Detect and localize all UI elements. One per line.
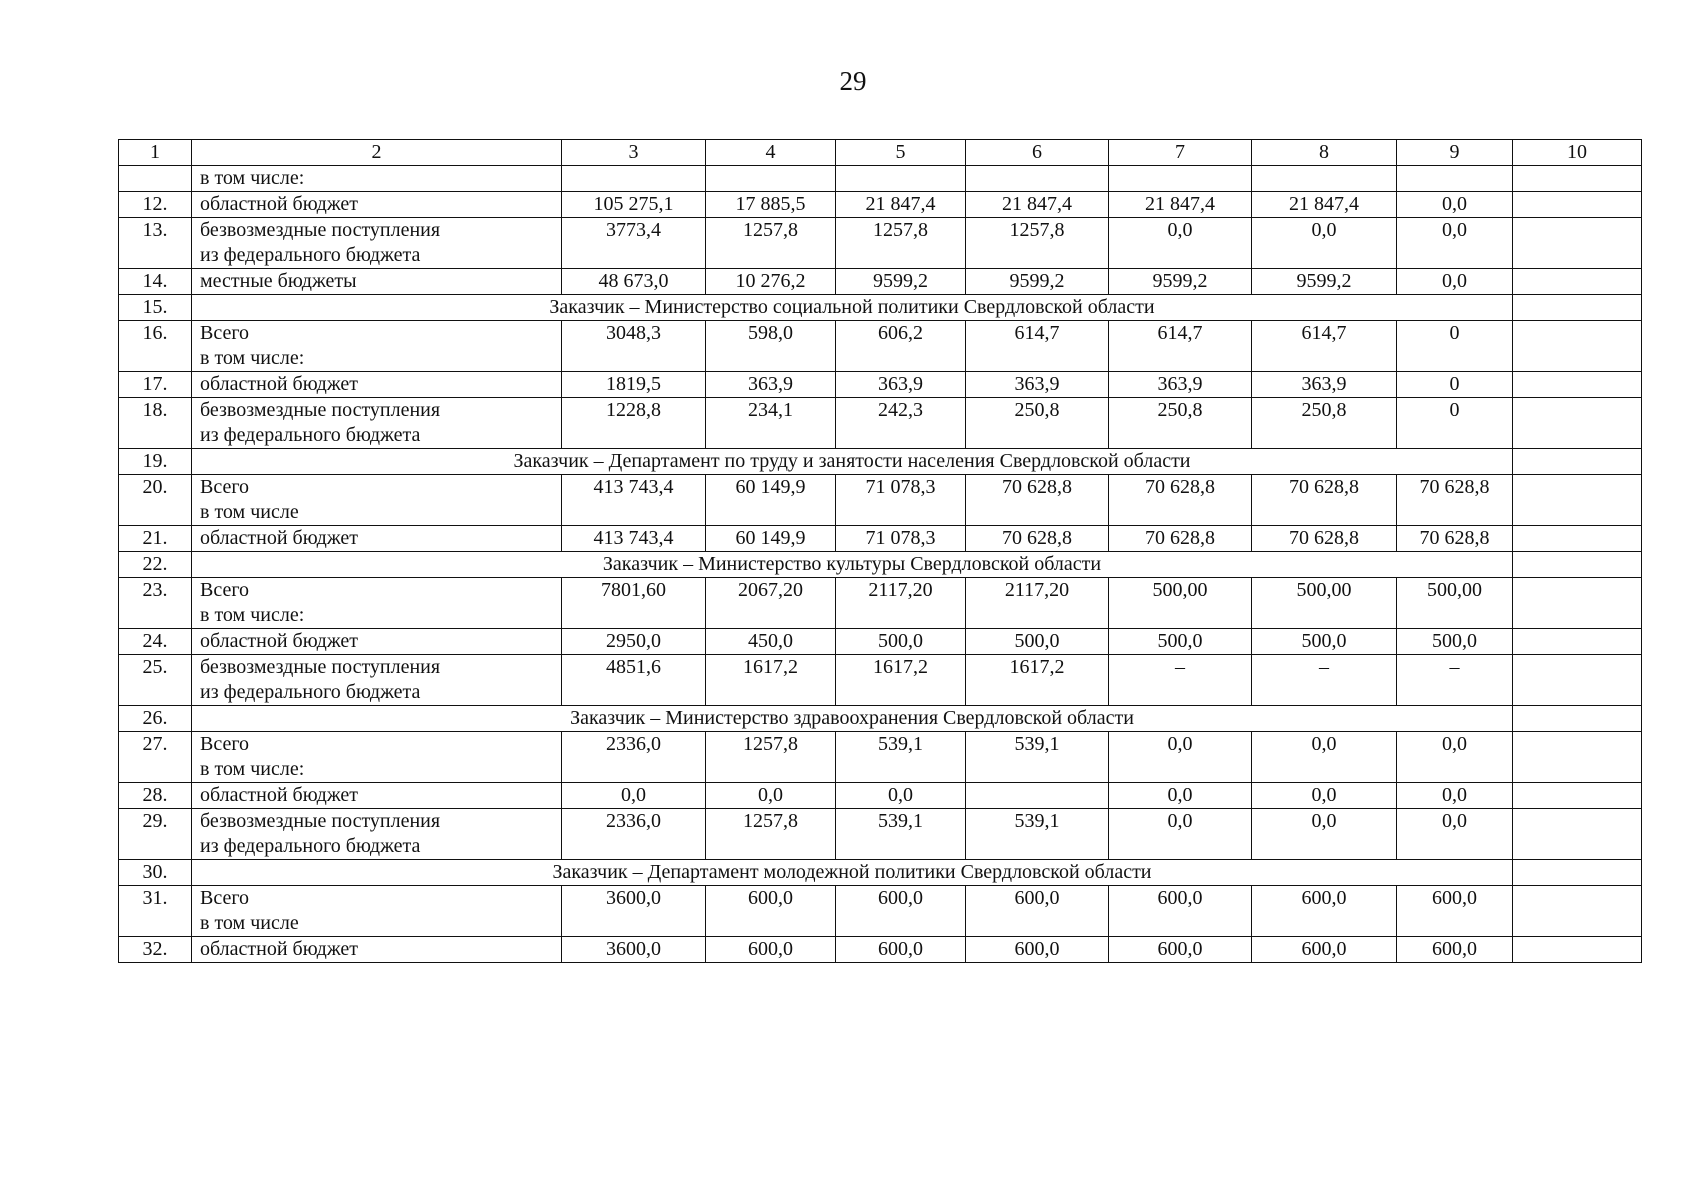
value-cell: 600,0	[836, 937, 966, 963]
value-cell: 0	[1397, 398, 1513, 449]
value-cell: 1257,8	[966, 218, 1109, 269]
value-cell	[1513, 629, 1642, 655]
item-name-line: в том числе:	[200, 167, 305, 189]
value-cell: 600,0	[966, 886, 1109, 937]
table-row	[119, 937, 1642, 963]
value-cell: 600,0	[1397, 886, 1513, 937]
value-cell: 21 847,4	[1252, 192, 1397, 218]
value-cell: 450,0	[706, 629, 836, 655]
value-cell: 0,0	[1397, 732, 1513, 783]
table-body	[119, 140, 1642, 963]
item-name	[192, 655, 562, 706]
value-cell	[1513, 655, 1642, 706]
row-number: 28.	[119, 783, 192, 809]
value-cell	[1513, 809, 1642, 860]
value-cell: 2117,20	[836, 578, 966, 629]
item-name-line: в том числе	[200, 501, 299, 523]
value-cell: –	[1397, 655, 1513, 706]
value-cell: 500,00	[1252, 578, 1397, 629]
value-cell	[966, 783, 1109, 809]
table-row	[119, 783, 1642, 809]
value-cell: 70 628,8	[1397, 475, 1513, 526]
value-cell: 21 847,4	[836, 192, 966, 218]
row-number: 26.	[119, 706, 192, 732]
item-name	[192, 578, 562, 629]
value-cell	[1109, 166, 1252, 192]
row-number: 31.	[119, 886, 192, 937]
value-cell: 0,0	[1252, 783, 1397, 809]
item-name	[192, 886, 562, 937]
table-row	[119, 166, 1642, 192]
table-row	[119, 655, 1642, 706]
item-name-line: из федерального бюджета	[200, 681, 421, 703]
value-cell: 70 628,8	[1252, 475, 1397, 526]
value-cell: 234,1	[706, 398, 836, 449]
section-row	[119, 860, 1642, 886]
header-cell: 6	[966, 140, 1109, 166]
item-name-line: безвозмездные поступления	[200, 219, 441, 241]
item-name-line: Всего	[200, 579, 250, 601]
value-cell: –	[1109, 655, 1252, 706]
row-number: 32.	[119, 937, 192, 963]
item-name	[192, 629, 562, 655]
value-cell: 539,1	[966, 732, 1109, 783]
item-name-line: безвозмездные поступления	[200, 399, 441, 421]
row-number: 24.	[119, 629, 192, 655]
item-name	[192, 192, 562, 218]
value-cell: 250,8	[966, 398, 1109, 449]
value-cell: –	[1252, 655, 1397, 706]
value-cell: 598,0	[706, 321, 836, 372]
value-cell: 413 743,4	[562, 526, 706, 552]
empty-cell	[1513, 295, 1642, 321]
header-cell: 4	[706, 140, 836, 166]
value-cell: 71 078,3	[836, 475, 966, 526]
item-name-line: из федерального бюджета	[200, 424, 421, 446]
value-cell: 500,0	[1397, 629, 1513, 655]
value-cell: 0,0	[1109, 732, 1252, 783]
item-name	[192, 526, 562, 552]
value-cell	[706, 166, 836, 192]
value-cell	[1513, 398, 1642, 449]
value-cell	[836, 166, 966, 192]
item-name-line: в том числе	[200, 912, 299, 934]
item-name-line: безвозмездные поступления	[200, 656, 441, 678]
item-name	[192, 732, 562, 783]
table-row	[119, 218, 1642, 269]
empty-cell	[1513, 860, 1642, 886]
value-cell: 17 885,5	[706, 192, 836, 218]
value-cell: 1617,2	[836, 655, 966, 706]
value-cell: 0	[1397, 372, 1513, 398]
item-name-line: из федерального бюджета	[200, 244, 421, 266]
value-cell	[1513, 526, 1642, 552]
value-cell: 0,0	[1397, 783, 1513, 809]
value-cell	[1513, 783, 1642, 809]
header-cell: 1	[119, 140, 192, 166]
value-cell: 0,0	[1397, 269, 1513, 295]
table-row	[119, 372, 1642, 398]
empty-cell	[1513, 449, 1642, 475]
value-cell: 600,0	[706, 886, 836, 937]
item-name-line: областной бюджет	[200, 373, 359, 395]
value-cell: 500,00	[1109, 578, 1252, 629]
value-cell: 48 673,0	[562, 269, 706, 295]
item-name-line: Всего	[200, 733, 250, 755]
header-cell: 3	[562, 140, 706, 166]
value-cell: 600,0	[1397, 937, 1513, 963]
value-cell: 2336,0	[562, 809, 706, 860]
empty-cell	[1513, 706, 1642, 732]
header-cell: 5	[836, 140, 966, 166]
section-row	[119, 552, 1642, 578]
value-cell: 600,0	[1109, 886, 1252, 937]
value-cell: 500,0	[966, 629, 1109, 655]
row-number	[119, 166, 192, 192]
value-cell: 363,9	[836, 372, 966, 398]
value-cell: 614,7	[1109, 321, 1252, 372]
section-title: Заказчик – Министерство культуры Свердловской области	[192, 552, 1513, 578]
row-number: 27.	[119, 732, 192, 783]
value-cell	[1513, 218, 1642, 269]
value-cell: 500,0	[1252, 629, 1397, 655]
row-number: 14.	[119, 269, 192, 295]
value-cell: 9599,2	[966, 269, 1109, 295]
table-row	[119, 732, 1642, 783]
empty-cell	[1513, 552, 1642, 578]
value-cell: 600,0	[1252, 937, 1397, 963]
table-row	[119, 398, 1642, 449]
value-cell: 0,0	[1397, 218, 1513, 269]
value-cell: 3773,4	[562, 218, 706, 269]
value-cell: 600,0	[706, 937, 836, 963]
value-cell: 71 078,3	[836, 526, 966, 552]
value-cell: 21 847,4	[966, 192, 1109, 218]
item-name	[192, 372, 562, 398]
row-number: 16.	[119, 321, 192, 372]
table-row	[119, 886, 1642, 937]
value-cell: 0,0	[1109, 218, 1252, 269]
value-cell: 70 628,8	[966, 526, 1109, 552]
value-cell: 0,0	[1252, 218, 1397, 269]
table-row	[119, 809, 1642, 860]
value-cell	[1513, 886, 1642, 937]
value-cell: 600,0	[1109, 937, 1252, 963]
value-cell: 0	[1397, 321, 1513, 372]
value-cell: 0,0	[562, 783, 706, 809]
page-number: 29	[839, 66, 867, 96]
row-number: 25.	[119, 655, 192, 706]
row-number: 18.	[119, 398, 192, 449]
section-title: Заказчик – Департамент по труду и занятости населения Свердловской области	[192, 449, 1513, 475]
item-name	[192, 398, 562, 449]
table-row	[119, 526, 1642, 552]
table-row	[119, 629, 1642, 655]
value-cell: 3600,0	[562, 937, 706, 963]
table-row	[119, 578, 1642, 629]
header-row	[119, 140, 1642, 166]
value-cell: 9599,2	[836, 269, 966, 295]
value-cell: 3048,3	[562, 321, 706, 372]
item-name	[192, 937, 562, 963]
section-row	[119, 449, 1642, 475]
value-cell: 1257,8	[706, 732, 836, 783]
row-number: 22.	[119, 552, 192, 578]
value-cell: 614,7	[966, 321, 1109, 372]
value-cell: 242,3	[836, 398, 966, 449]
value-cell: 2336,0	[562, 732, 706, 783]
value-cell: 9599,2	[1252, 269, 1397, 295]
value-cell: 105 275,1	[562, 192, 706, 218]
value-cell: 60 149,9	[706, 475, 836, 526]
table-row	[119, 192, 1642, 218]
value-cell: 614,7	[1252, 321, 1397, 372]
value-cell: 413 743,4	[562, 475, 706, 526]
value-cell: 21 847,4	[1109, 192, 1252, 218]
table-row	[119, 475, 1642, 526]
item-name	[192, 166, 562, 192]
value-cell: 0,0	[1252, 732, 1397, 783]
value-cell: 0,0	[1252, 809, 1397, 860]
row-number: 21.	[119, 526, 192, 552]
item-name-line: в том числе:	[200, 758, 305, 780]
budget-table	[118, 139, 1642, 963]
value-cell	[966, 166, 1109, 192]
value-cell: 600,0	[836, 886, 966, 937]
section-title: Заказчик – Министерство социальной политики Свердловской области	[192, 295, 1513, 321]
item-name-line: безвозмездные поступления	[200, 810, 441, 832]
row-number: 29.	[119, 809, 192, 860]
value-cell: 500,0	[1109, 629, 1252, 655]
item-name-line: областной бюджет	[200, 527, 359, 549]
value-cell: 0,0	[836, 783, 966, 809]
value-cell: 0,0	[1397, 192, 1513, 218]
value-cell: 2067,20	[706, 578, 836, 629]
row-number: 13.	[119, 218, 192, 269]
value-cell: 7801,60	[562, 578, 706, 629]
table-row	[119, 321, 1642, 372]
value-cell	[562, 166, 706, 192]
value-cell: 0,0	[706, 783, 836, 809]
value-cell	[1513, 269, 1642, 295]
value-cell: 1819,5	[562, 372, 706, 398]
row-number: 30.	[119, 860, 192, 886]
value-cell: 363,9	[1109, 372, 1252, 398]
value-cell	[1513, 372, 1642, 398]
item-name-line: Всего	[200, 476, 250, 498]
value-cell: 500,0	[836, 629, 966, 655]
value-cell: 60 149,9	[706, 526, 836, 552]
value-cell: 70 628,8	[1252, 526, 1397, 552]
item-name	[192, 475, 562, 526]
item-name-line: Всего	[200, 322, 250, 344]
header-cell: 2	[192, 140, 562, 166]
item-name-line: местные бюджеты	[200, 270, 357, 292]
row-number: 23.	[119, 578, 192, 629]
header-cell: 9	[1397, 140, 1513, 166]
value-cell: 363,9	[706, 372, 836, 398]
value-cell	[1513, 321, 1642, 372]
value-cell	[1397, 166, 1513, 192]
value-cell: 70 628,8	[1397, 526, 1513, 552]
value-cell: 606,2	[836, 321, 966, 372]
value-cell: 363,9	[1252, 372, 1397, 398]
item-name-line: в том числе:	[200, 604, 305, 626]
value-cell: 70 628,8	[1109, 475, 1252, 526]
item-name-line: Всего	[200, 887, 250, 909]
item-name-line: областной бюджет	[200, 938, 359, 960]
value-cell: 1257,8	[706, 809, 836, 860]
value-cell: 250,8	[1109, 398, 1252, 449]
value-cell: 4851,6	[562, 655, 706, 706]
section-row	[119, 295, 1642, 321]
item-name	[192, 218, 562, 269]
item-name-line: областной бюджет	[200, 784, 359, 806]
header-cell: 10	[1513, 140, 1642, 166]
value-cell: 1617,2	[966, 655, 1109, 706]
value-cell: 600,0	[966, 937, 1109, 963]
row-number: 20.	[119, 475, 192, 526]
row-number: 15.	[119, 295, 192, 321]
section-row	[119, 706, 1642, 732]
value-cell: 0,0	[1397, 809, 1513, 860]
header-cell: 8	[1252, 140, 1397, 166]
item-name	[192, 321, 562, 372]
value-cell: 0,0	[1109, 809, 1252, 860]
value-cell: 2950,0	[562, 629, 706, 655]
value-cell: 539,1	[836, 732, 966, 783]
value-cell: 1257,8	[836, 218, 966, 269]
row-number: 19.	[119, 449, 192, 475]
value-cell: 2117,20	[966, 578, 1109, 629]
value-cell	[1513, 578, 1642, 629]
value-cell: 1257,8	[706, 218, 836, 269]
item-name	[192, 783, 562, 809]
item-name	[192, 269, 562, 295]
value-cell: 3600,0	[562, 886, 706, 937]
value-cell: 363,9	[966, 372, 1109, 398]
item-name-line: областной бюджет	[200, 193, 359, 215]
value-cell	[1252, 166, 1397, 192]
header-cell: 7	[1109, 140, 1252, 166]
table-row	[119, 269, 1642, 295]
value-cell: 9599,2	[1109, 269, 1252, 295]
value-cell: 539,1	[966, 809, 1109, 860]
section-title: Заказчик – Департамент молодежной политики Свердловской области	[192, 860, 1513, 886]
section-title: Заказчик – Министерство здравоохранения Свердловской области	[192, 706, 1513, 732]
value-cell: 70 628,8	[1109, 526, 1252, 552]
value-cell: 1228,8	[562, 398, 706, 449]
value-cell: 500,00	[1397, 578, 1513, 629]
value-cell: 600,0	[1252, 886, 1397, 937]
item-name	[192, 809, 562, 860]
value-cell: 70 628,8	[966, 475, 1109, 526]
value-cell	[1513, 937, 1642, 963]
row-number: 12.	[119, 192, 192, 218]
value-cell: 250,8	[1252, 398, 1397, 449]
value-cell: 539,1	[836, 809, 966, 860]
row-number: 17.	[119, 372, 192, 398]
item-name-line: из федерального бюджета	[200, 835, 421, 857]
value-cell: 1617,2	[706, 655, 836, 706]
value-cell: 10 276,2	[706, 269, 836, 295]
value-cell	[1513, 475, 1642, 526]
item-name-line: областной бюджет	[200, 630, 359, 652]
value-cell: 0,0	[1109, 783, 1252, 809]
value-cell	[1513, 192, 1642, 218]
value-cell	[1513, 732, 1642, 783]
item-name-line: в том числе:	[200, 347, 305, 369]
value-cell	[1513, 166, 1642, 192]
